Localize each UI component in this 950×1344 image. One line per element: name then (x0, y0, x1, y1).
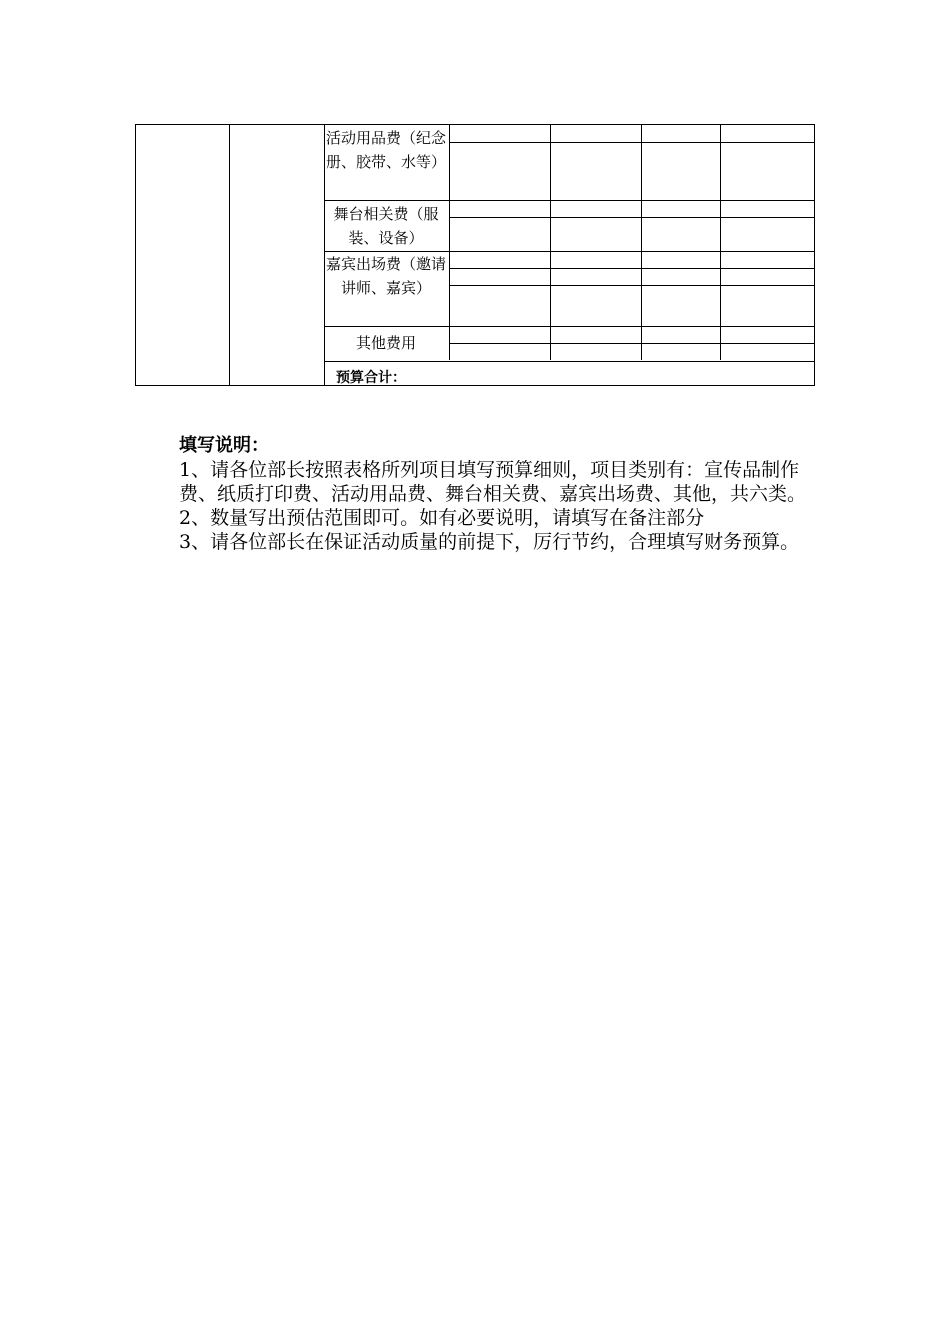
subrow-divider (449, 285, 814, 286)
category-label-other: 其他费用 (355, 334, 416, 352)
row-divider (324, 326, 814, 327)
row-divider (324, 361, 814, 362)
category-label-supplies: 活动用品费（纪念册、胶带、水等） (325, 129, 446, 171)
col-divider (229, 125, 230, 385)
budget-total-label: 预算合计： (336, 370, 406, 386)
instruction-item: 3、请各位部长在保证活动质量的前提下，厉行节约，合理填写财务预算。 (179, 531, 800, 553)
col-divider (720, 125, 721, 360)
subrow-divider (449, 343, 814, 344)
budget-table (135, 124, 815, 386)
subrow-divider (449, 142, 814, 143)
category-label-stage: 舞台相关费（服装、设备） (333, 205, 439, 247)
instruction-item: 2、数量写出预估范围即可。如有必要说明，请填写在备注部分 (179, 507, 705, 529)
col-divider (449, 125, 450, 360)
col-divider (641, 125, 642, 360)
instructions-title: 填写说明： (179, 435, 269, 456)
subrow-divider (449, 217, 814, 218)
category-label-guest: 嘉宾出场费（邀请讲师、嘉宾） (325, 255, 446, 297)
instruction-item: 1、请各位部长按照表格所列项目填写预算细则，项目类别有：宣传品制作费、纸质打印费、活动用品费、舞台相关费、嘉宾出场费、其他，共六类。 (179, 459, 807, 505)
row-divider (324, 200, 814, 201)
subrow-divider (449, 268, 814, 269)
instructions (179, 434, 819, 554)
col-divider (550, 125, 551, 360)
